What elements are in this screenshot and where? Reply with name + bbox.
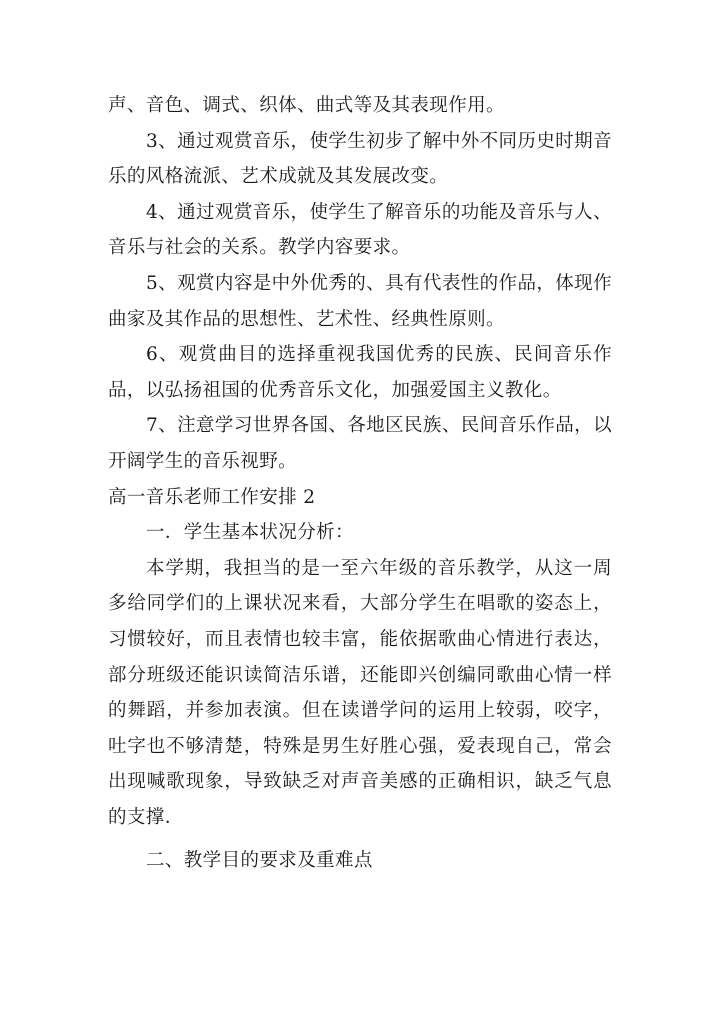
paragraph-item-4: 4、通过观赏音乐，使学生了解音乐的功能及音乐与人、音乐与社会的关系。教学内容要求。 (108, 201, 612, 259)
paragraph-item-7: 7、注意学习世界各国、各地区民族、民间音乐作品，以开阔学生的音乐视野。 (108, 415, 612, 472)
paragraph-item-5: 5、观赏内容是中外优秀的、具有代表性的作品，体现作曲家及其作品的思想性、艺术性、经典性原则。 (108, 272, 612, 330)
document-body (108, 88, 612, 879)
subheading-student-analysis: 一．学生基本状况分析： (146, 522, 354, 544)
paragraph-student-analysis: 本学期，我担当的是一至六年级的音乐教学，从这一周多给同学们的上课状况来看，大部分学生在唱歌的姿态上，习惯较好，而且表情也较丰富，能依据歌曲心情进行表达，部分班级还能识读简洁乐谱，还能即兴创编同歌曲心情一样的舞蹈，并参加表演。但在读谱学问的运用上较弱，咬字，吐字也不够清楚，特殊是男生好胜心强，爱表现自己，常会出现喊歌现象，导致缺乏对声音美感的正确相识，缺乏气息的支撑． (108, 557, 612, 828)
paragraph-continuation: 声、音色、调式、织体、曲式等及其表现作用。 (108, 95, 505, 116)
section-title: 高一音乐老师工作安排 2 (108, 486, 316, 508)
paragraph-item-6: 6、观赏曲目的选择重视我国优秀的民族、民间音乐作品，以弘扬祖国的优秀音乐文化，加强爱国主义教化。 (108, 344, 612, 401)
paragraph-item-3: 3、通过观赏音乐，使学生初步了解中外不同历史时期音乐的风格流派、艺术成就及其发展改变。 (108, 130, 612, 188)
subheading-teaching-goals: 二、教学目的要求及重难点 (146, 850, 373, 872)
